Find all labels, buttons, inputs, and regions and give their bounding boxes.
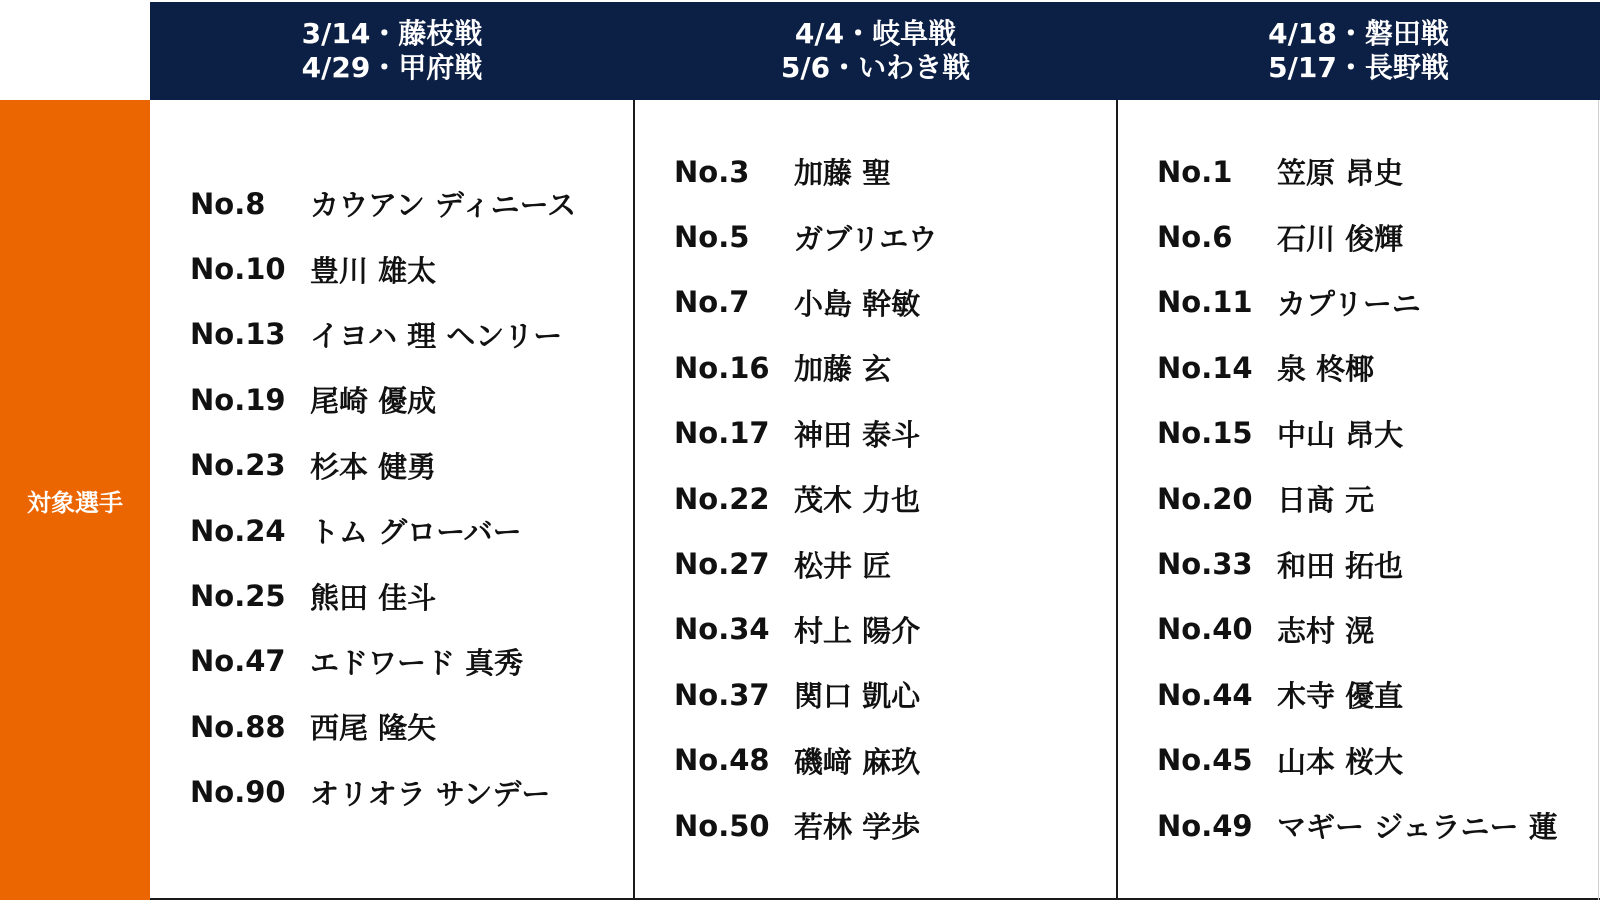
player-list-1 <box>190 171 576 825</box>
player-name: 加藤 玄 <box>794 352 892 387</box>
player-number: No.20 <box>1157 481 1253 516</box>
player-name: 神田 泰斗 <box>794 417 921 452</box>
header-match-line: 4/4・岐阜戦 <box>794 17 957 50</box>
list-item <box>1157 597 1558 662</box>
list-item <box>1157 139 1558 204</box>
list-item <box>190 760 576 825</box>
column-3 <box>1117 100 1600 900</box>
list-item <box>1157 335 1558 400</box>
player-name: トム グローバー <box>310 515 522 550</box>
player-number: No.19 <box>190 382 286 417</box>
list-item <box>1157 204 1558 269</box>
player-number: No.5 <box>674 220 750 255</box>
player-number: No.14 <box>1157 350 1253 385</box>
list-item <box>674 728 937 793</box>
player-number: No.8 <box>190 186 266 221</box>
player-number: No.90 <box>190 775 286 810</box>
player-number: No.88 <box>190 709 286 744</box>
list-item <box>1157 728 1558 793</box>
player-name: 加藤 聖 <box>794 156 892 191</box>
player-number: No.37 <box>674 677 770 712</box>
player-name: 泉 柊椰 <box>1277 352 1375 387</box>
column-2 <box>634 100 1117 900</box>
player-name: マギー ジェラニー 蓮 <box>1277 810 1558 845</box>
player-number: No.22 <box>674 481 770 516</box>
header-match-line: 4/29・甲府戦 <box>301 51 483 84</box>
player-name: 小島 幹敏 <box>794 286 921 321</box>
player-number: No.45 <box>1157 743 1253 778</box>
list-item <box>190 236 576 301</box>
player-number: No.33 <box>1157 547 1253 582</box>
player-name: 豊川 雄太 <box>310 253 437 288</box>
list-item <box>190 694 576 759</box>
list-item <box>674 793 937 858</box>
column-header-3 <box>1117 2 1600 100</box>
player-number: No.49 <box>1157 808 1253 843</box>
player-number: No.47 <box>190 644 286 679</box>
player-name: ガブリエウ <box>794 221 938 256</box>
player-number: No.24 <box>190 513 286 548</box>
player-number: No.10 <box>190 252 286 287</box>
list-item <box>674 531 937 596</box>
player-name: イヨハ 理 ヘンリー <box>310 318 563 353</box>
player-number: No.25 <box>190 579 286 614</box>
player-name: 山本 桜大 <box>1277 744 1404 779</box>
player-number: No.7 <box>674 285 750 320</box>
player-name: 若林 学歩 <box>794 810 921 845</box>
list-item <box>190 629 576 694</box>
player-number: No.11 <box>1157 285 1253 320</box>
player-name: 笠原 昂史 <box>1277 156 1404 191</box>
player-name: 茂木 力也 <box>794 483 921 518</box>
header-match-line: 5/17・長野戦 <box>1268 51 1449 84</box>
column-header-1 <box>150 2 634 100</box>
player-name: 尾崎 優成 <box>310 384 437 419</box>
list-item <box>190 433 576 498</box>
header-match-line: 4/18・磐田戦 <box>1268 17 1449 50</box>
list-item <box>1157 270 1558 335</box>
player-number: No.15 <box>1157 416 1253 451</box>
player-number: No.6 <box>1157 220 1233 255</box>
player-name: 木寺 優直 <box>1277 679 1404 714</box>
list-item <box>674 401 937 466</box>
player-name: 熊田 佳斗 <box>310 580 437 615</box>
list-item <box>1157 401 1558 466</box>
player-list-2 <box>674 139 937 858</box>
list-item <box>190 498 576 563</box>
player-name: エドワード 真秀 <box>310 645 524 680</box>
player-name: 和田 拓也 <box>1277 548 1404 583</box>
list-item <box>1157 466 1558 531</box>
player-number: No.13 <box>190 317 286 352</box>
player-number: No.44 <box>1157 677 1253 712</box>
list-item <box>190 367 576 432</box>
list-item <box>674 662 937 727</box>
header-match-line: 5/6・いわき戦 <box>780 51 971 84</box>
player-name: 志村 滉 <box>1277 613 1375 648</box>
player-name: 関口 凱心 <box>794 679 921 714</box>
player-name: カウアン ディニース <box>310 188 577 223</box>
player-number: No.3 <box>674 154 750 189</box>
list-item <box>674 335 937 400</box>
list-item <box>674 204 937 269</box>
list-item <box>190 563 576 628</box>
player-number: No.16 <box>674 350 770 385</box>
list-item <box>674 466 937 531</box>
player-name: カプリーニ <box>1277 286 1421 321</box>
player-number: No.50 <box>674 808 770 843</box>
player-number: No.34 <box>674 612 770 647</box>
player-name: オリオラ サンデー <box>310 776 551 811</box>
player-number: No.1 <box>1157 154 1233 189</box>
list-item <box>1157 531 1558 596</box>
list-item <box>1157 662 1558 727</box>
player-list-3 <box>1157 139 1558 858</box>
player-number: No.17 <box>674 416 770 451</box>
player-number: No.23 <box>190 448 286 483</box>
sidebar-label: 対象選手 <box>0 100 150 900</box>
list-item <box>674 270 937 335</box>
list-item <box>674 597 937 662</box>
list-item <box>1157 793 1558 858</box>
header-match-line: 3/14・藤枝戦 <box>301 17 483 50</box>
table-border <box>1598 100 1599 900</box>
column-divider <box>633 100 635 900</box>
player-number: No.48 <box>674 743 770 778</box>
player-name: 松井 匠 <box>794 548 892 583</box>
player-name: 村上 陽介 <box>794 613 921 648</box>
player-name: 石川 俊輝 <box>1277 221 1404 256</box>
player-name: 磯﨑 麻玖 <box>794 744 921 779</box>
list-item <box>674 139 937 204</box>
list-item <box>190 171 576 236</box>
player-name: 西尾 隆矢 <box>310 711 437 746</box>
player-number: No.27 <box>674 547 770 582</box>
player-name: 日髙 元 <box>1277 483 1375 518</box>
player-name: 中山 昂大 <box>1277 417 1404 452</box>
list-item <box>190 302 576 367</box>
column-1 <box>150 100 634 900</box>
column-header-2 <box>634 2 1117 100</box>
player-name: 杉本 健勇 <box>310 449 437 484</box>
column-divider <box>1116 100 1118 900</box>
player-number: No.40 <box>1157 612 1253 647</box>
